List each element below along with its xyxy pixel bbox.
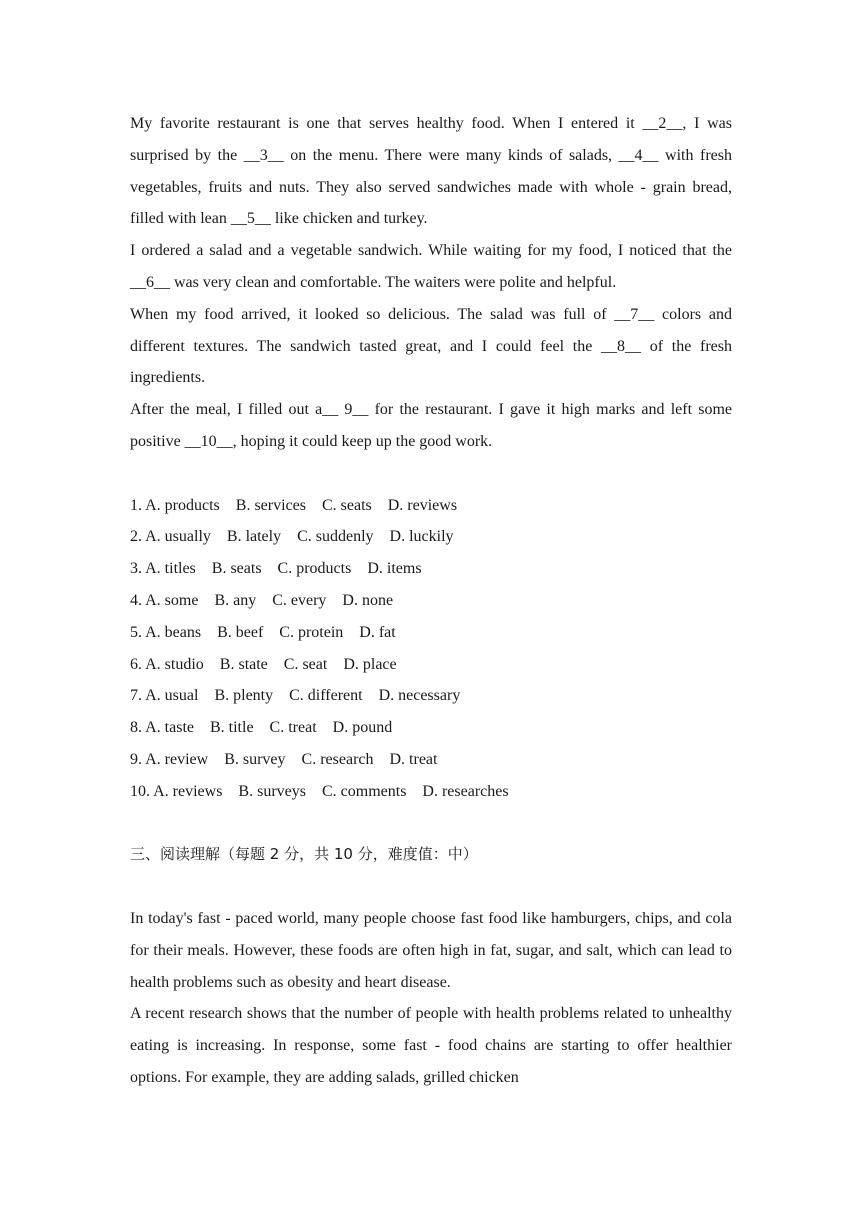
option-line-1: 1. A. products B. services C. seats D. reviews — [130, 496, 458, 514]
cloze-options-list — [130, 490, 732, 808]
option-line-4: 4. A. some B. any C. every D. none — [130, 591, 394, 609]
document-page — [130, 108, 732, 1094]
cloze-paragraph: My favorite restaurant is one that serves healthy food. When I entered it __2__, I was surprised by the __3__ on the menu. There were many kinds of salads, __4__ with fresh vegetables, fruits and nuts. They also served sandwiches made with whole - grain bread, filled with lean __5__ like chicken and turkey. — [130, 115, 732, 228]
spacer — [130, 458, 732, 490]
cloze-paragraph: When my food arrived, it looked so delicious. The salad was full of __7__ colors and different textures. The sandwich tasted great, and I could feel the __8__ of the fresh ingredients. — [130, 305, 732, 387]
reading-passage — [130, 903, 732, 1094]
option-line-9: 9. A. review B. survey C. research D. treat — [130, 750, 438, 768]
reading-paragraph: A recent research shows that the number of people with health problems related to unhealthy eating is increasing. In response, some fast - food chains are starting to offer healthier options. For example, they are adding salads, grilled chicken — [130, 1005, 732, 1086]
reading-paragraph: In today's fast - paced world, many people choose fast food like hamburgers, chips, and cola for their meals. However, these foods are often high in fat, sugar, and salt, which can lead to health problems such as obesity and heart disease. — [130, 909, 732, 991]
option-line-3: 3. A. titles B. seats C. products D. items — [130, 560, 422, 578]
cloze-paragraph: I ordered a salad and a vegetable sandwich. While waiting for my food, I noticed that the __6__ was very clean and comfortable. The waiters were polite and helpful. — [130, 242, 732, 291]
option-line-6: 6. A. studio B. state C. seat D. place — [130, 655, 397, 673]
option-line-7: 7. A. usual B. plenty C. different D. necessary — [130, 687, 461, 705]
spacer — [130, 871, 732, 903]
cloze-paragraph: After the meal, I filled out a__ 9__ for the restaurant. I gave it high marks and left some positive __10__, hoping it could keep up the good work. — [130, 401, 732, 450]
option-line-8: 8. A. taste B. title C. treat D. pound — [130, 719, 393, 737]
section-heading: 三、阅读理解（每题 2 分，共 10 分，难度值：中） — [130, 845, 478, 864]
option-line-2: 2. A. usually B. lately C. suddenly D. luckily — [130, 528, 454, 546]
spacer — [130, 808, 732, 840]
option-line-10: 10. A. reviews B. surveys C. comments D. researches — [130, 782, 509, 800]
option-line-5: 5. A. beans B. beef C. protein D. fat — [130, 623, 396, 641]
cloze-passage — [130, 108, 732, 458]
